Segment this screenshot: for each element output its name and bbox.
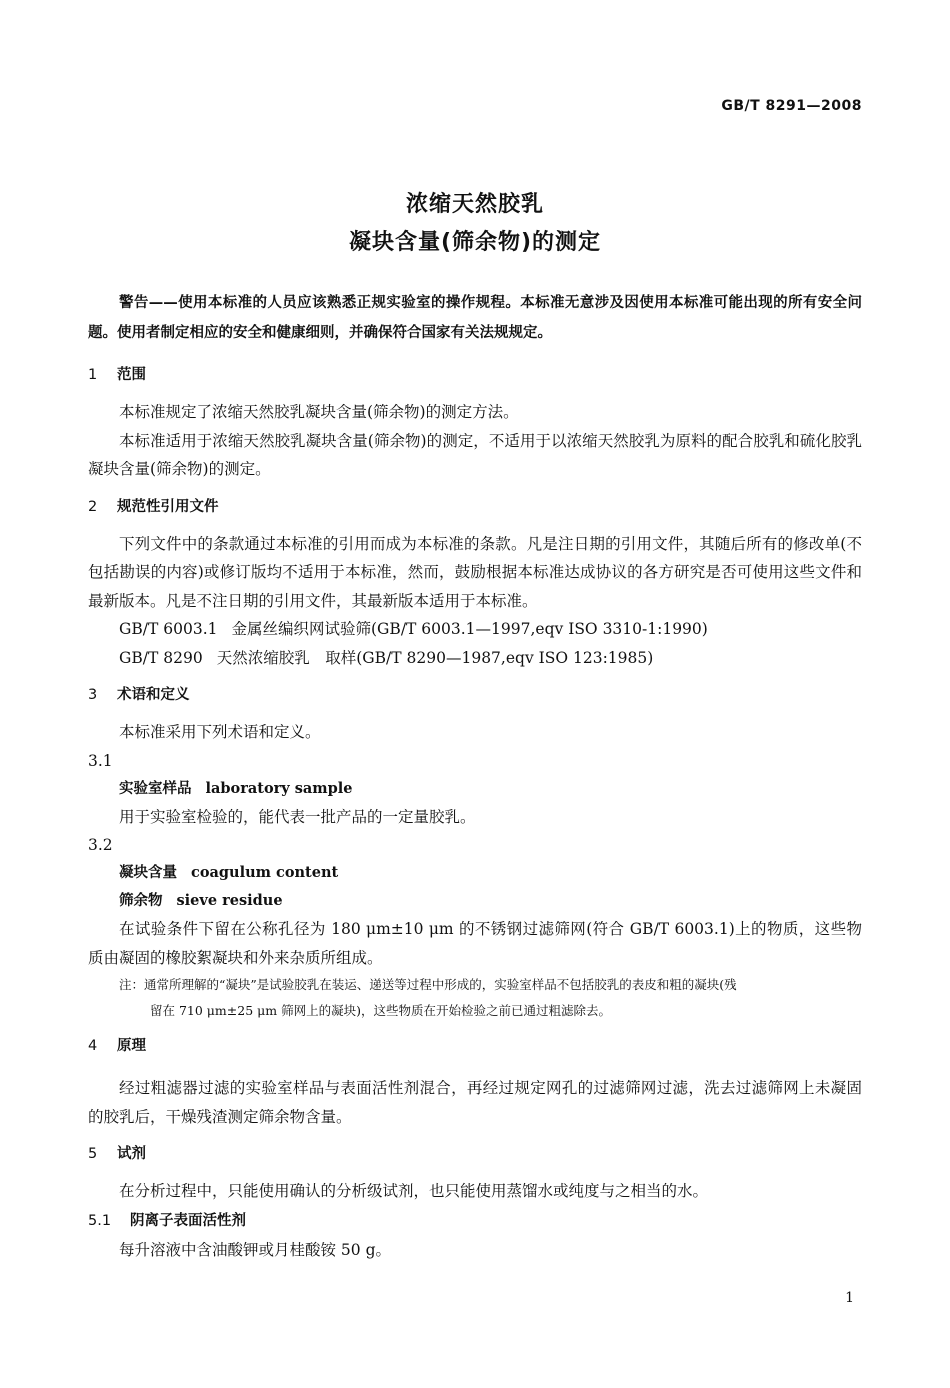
document-title xyxy=(0,186,950,262)
term-chinese: 凝块含量 xyxy=(119,865,177,881)
section-number: 5.1 xyxy=(88,1212,112,1229)
section-4-heading xyxy=(88,1024,862,1068)
term-english: coagulum content xyxy=(191,864,339,881)
reference-text: 天然浓缩胶乳 取样(GB/T 8290—1987,eqv ISO 123:1985) xyxy=(216,648,654,667)
reference-item xyxy=(88,644,862,673)
section-5-heading xyxy=(88,1139,862,1169)
section-title: 原理 xyxy=(117,1038,146,1054)
reference-code: GB/T 6003.1 xyxy=(119,620,218,638)
paragraph: 每升溶液中含油酸钾或月桂酸铵 50 g。 xyxy=(119,1240,392,1259)
section-number: 2 xyxy=(88,498,98,515)
section-title: 规范性引用文件 xyxy=(117,498,219,515)
section-title: 范围 xyxy=(117,367,146,383)
paragraph: 在分析过程中，只能使用确认的分析级试剂，也只能使用蒸馏水或纯度与之相当的水。 xyxy=(119,1182,709,1200)
term-entry-alt xyxy=(88,887,862,915)
reference-text: 金属丝编织网试验筛(GB/T 6003.1—1997,eqv ISO 3310-1:1990) xyxy=(231,620,708,638)
section-1-heading xyxy=(88,360,862,390)
section-number: 3 xyxy=(88,687,98,703)
paragraph: 本标准采用下列术语和定义。 xyxy=(119,723,321,741)
term-number: 3.2 xyxy=(88,836,113,854)
section-title: 试剂 xyxy=(117,1146,146,1162)
warning-paragraph: 警告——使用本标准的人员应该熟悉正规实验室的操作规程。本标准无意涉及因使用本标准可能出现的所有安全问题。使用者制定相应的安全和健康细则，并确保符合国家有关法规规定。 xyxy=(88,295,862,341)
term-definition: 在试验条件下留在公称孔径为 180 μm±10 μm 的不锈钢过滤筛网(符合 GB/T 6003.1)上的物质，这些物质由凝固的橡胶絮凝块和外来杂质所组成。 xyxy=(88,920,862,967)
section-2-heading xyxy=(88,492,862,522)
note xyxy=(88,972,862,1024)
section-number: 5 xyxy=(88,1146,98,1162)
section-title: 阴离子表面活性剂 xyxy=(130,1212,246,1229)
standard-code: GB/T 8291—2008 xyxy=(721,98,862,114)
title-line-2: 凝块含量(筛余物)的测定 xyxy=(348,230,602,255)
term-english: laboratory sample xyxy=(205,779,353,797)
paragraph: 经过粗滤器过滤的实验室样品与表面活性剂混合，再经过规定网孔的过滤筛网过滤，洗去过滤筛网上未凝固的胶乳后，干燥残渣测定筛余物含量。 xyxy=(88,1079,862,1126)
title-line-1: 浓缩天然胶乳 xyxy=(405,192,544,217)
section-5-1-heading xyxy=(88,1206,862,1236)
page-number: 1 xyxy=(845,1290,854,1306)
note-line-1: 注：通常所理解的“凝块”是试验胶乳在装运、递送等过程中形成的，实验室样品不包括胶乳的表皮和粗的凝块(残 xyxy=(119,977,737,992)
term-entry xyxy=(88,775,862,803)
document-body xyxy=(88,288,862,1264)
reference-item xyxy=(88,615,862,644)
term-chinese: 实验室样品 xyxy=(119,780,192,797)
note-line-2: 留在 710 μm±25 μm 筛网上的凝块)，这些物质在开始检验之前已通过粗滤除去。 xyxy=(150,1003,611,1018)
section-3-heading xyxy=(88,680,862,710)
term-english: sieve residue xyxy=(176,892,283,909)
term-number: 3.1 xyxy=(88,751,113,770)
term-chinese: 筛余物 xyxy=(119,893,163,909)
paragraph: 本标准规定了浓缩天然胶乳凝块含量(筛余物)的测定方法。 xyxy=(119,403,519,421)
section-number: 1 xyxy=(88,367,98,383)
term-entry xyxy=(88,859,862,887)
paragraph: 本标准适用于浓缩天然胶乳凝块含量(筛余物)的测定，不适用于以浓缩天然胶乳为原料的配合胶乳和硫化胶乳凝块含量(筛余物)的测定。 xyxy=(88,431,862,478)
section-number: 4 xyxy=(88,1038,98,1054)
paragraph: 下列文件中的条款通过本标准的引用而成为本标准的条款。凡是注日期的引用文件，其随后所有的修改单(不包括勘误的内容)或修订版均不适用于本标准，然而，鼓励根据本标准达成协议的各方研究是否可使用这些文件和最新版本。凡是不注日期的引用文件，其最新版本适用于本标准。 xyxy=(88,534,862,610)
section-title: 术语和定义 xyxy=(117,687,190,703)
term-definition: 用于实验室检验的，能代表一批产品的一定量胶乳。 xyxy=(119,807,476,826)
reference-code: GB/T 8290 xyxy=(119,648,203,667)
